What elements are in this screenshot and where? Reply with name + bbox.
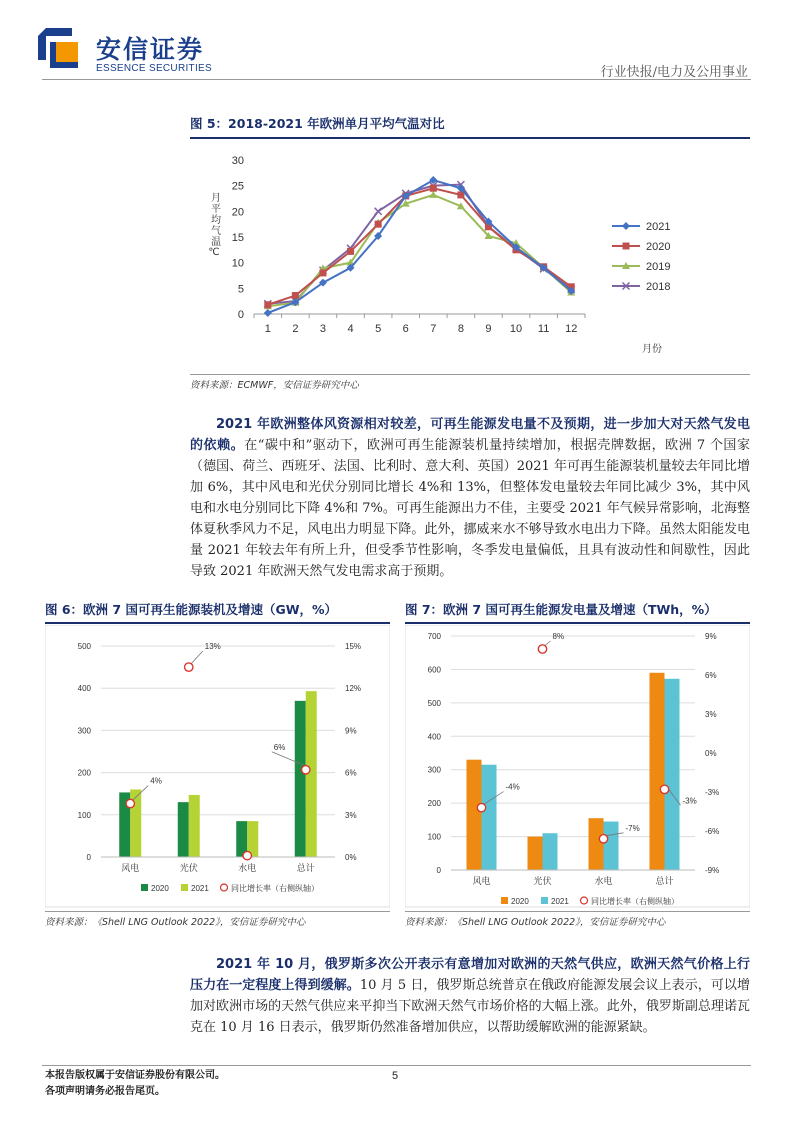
y-tick-label: 20 <box>231 206 244 219</box>
figure5-source: 资料来源：ECMWF，安信证券研究中心 <box>190 380 359 391</box>
paragraph1-lead: 2021 年欧洲整体风资源相对较差，可再生能源发电量不及预期，进一步加大对天然气发电的依赖。 <box>190 417 750 453</box>
x-tick-label: 1 <box>264 323 271 335</box>
x-tick-label: 12 <box>565 323 578 335</box>
legend-label-2020: 2020 <box>511 897 529 906</box>
data-point-2020 <box>430 185 437 192</box>
x-tick-label: 总计 <box>655 876 674 886</box>
growth-label-水电: -7% <box>625 823 640 833</box>
footer-notice: 各项声明请务必报告尾页。 <box>45 1086 165 1097</box>
legend-marker-2020 <box>623 243 630 250</box>
y-tick-label: 400 <box>427 732 441 742</box>
x-tick-label: 10 <box>509 323 523 335</box>
data-point-2020 <box>347 248 354 255</box>
figure7-title: 图 7：欧洲 7 国可再生能源发电量及增速（TWh，%） <box>405 602 717 617</box>
figure5-line-chart <box>190 140 750 372</box>
header-divider <box>42 79 751 80</box>
paragraph-russia-supply <box>190 954 750 1038</box>
legend-label-2019: 2019 <box>646 261 671 273</box>
legend-growth-label: 同比增长率（右侧纵轴） <box>591 897 679 906</box>
data-point-2020 <box>319 269 326 276</box>
legend-growth-label: 同比增长率（右侧纵轴） <box>231 884 319 893</box>
figure7-title-rule <box>405 622 750 624</box>
bar-2020-总计 <box>295 701 306 857</box>
report-category: 行业快报/电力及公用事业 <box>600 65 748 80</box>
x-axis-label: 月份 <box>642 344 662 355</box>
y2-tick-label: 9% <box>705 632 717 641</box>
y-tick-label: 100 <box>427 832 441 842</box>
x-tick-label: 3 <box>319 323 327 335</box>
y-tick-label: 30 <box>231 155 244 167</box>
x-tick-label: 9 <box>485 323 492 335</box>
bar-2020-水电 <box>589 818 604 870</box>
brand-name-cn: 安信证券 <box>96 35 205 64</box>
y-tick-label: 0 <box>237 309 244 321</box>
legend-swatch-2020 <box>501 897 508 904</box>
legend-swatch-2021 <box>541 897 548 904</box>
legend-growth-marker <box>581 897 588 904</box>
bar-2021-风电 <box>482 765 497 870</box>
x-tick-label: 8 <box>457 323 464 335</box>
footer-divider <box>42 1065 751 1066</box>
growth-label-光伏: 13% <box>204 642 221 652</box>
y2-tick-label: -6% <box>705 827 720 836</box>
growth-label-总计: 6% <box>273 742 286 752</box>
paragraph2-body: 10 月 5 日，俄罗斯总统普京在俄政府能源发展会议上表示，可以增加对欧洲市场的天然气供应来平抑当下欧洲天然气市场价格的大幅上涨。此外，俄罗斯副总理诺瓦克在 10 月 16 日表示，俄罗斯仍然准备增加供应，以帮助缓解欧洲的能源紧缺。 <box>190 978 750 1035</box>
growth-point-水电 <box>243 851 251 859</box>
brand-logo-icon <box>38 28 78 68</box>
growth-point-风电 <box>126 799 134 807</box>
figure5-title: 图 5：2018-2021 年欧洲单月平均气温对比 <box>190 116 445 131</box>
growth-point-总计 <box>302 766 310 774</box>
y-tick-label: 0 <box>436 866 441 875</box>
y-tick-label: 0 <box>86 853 91 862</box>
figure6-title: 图 6：欧洲 7 国可再生能源装机及增速（GW，%） <box>45 602 338 617</box>
growth-label-风电: 4% <box>150 776 162 786</box>
footer-copyright: 本报告版权属于安信证券股份有限公司。 <box>45 1070 225 1081</box>
y2-tick-label: 3% <box>345 810 357 820</box>
growth-label-总计: -3% <box>682 796 697 806</box>
paragraph-wind-resources <box>190 414 750 582</box>
growth-point-风电 <box>477 803 485 811</box>
bar-2020-风电 <box>467 760 482 870</box>
x-tick-label: 5 <box>375 323 382 335</box>
figure6-source-rule <box>45 911 390 912</box>
x-tick-label: 光伏 <box>179 863 198 873</box>
y-tick-label: 500 <box>427 698 441 708</box>
growth-point-光伏 <box>538 645 546 653</box>
figure5-source-rule <box>190 374 750 375</box>
y-tick-label: 200 <box>77 768 91 778</box>
figure6-combo-chart <box>45 625 390 910</box>
y-tick-label: 200 <box>427 799 441 809</box>
legend-label-2020: 2020 <box>646 241 671 253</box>
bar-2021-光伏 <box>189 795 200 857</box>
growth-point-水电 <box>599 835 607 843</box>
bar-2021-水电 <box>604 822 619 870</box>
growth-point-光伏 <box>185 663 193 671</box>
brand-name-en: ESSENCE SECURITIES <box>96 63 212 74</box>
x-tick-label: 风电 <box>472 876 491 886</box>
data-point-2020 <box>264 301 271 308</box>
growth-point-总计 <box>660 785 668 793</box>
y-tick-label: 400 <box>77 684 91 694</box>
figure7-combo-chart <box>405 625 750 910</box>
x-tick-label: 风电 <box>121 863 140 873</box>
figure5-title-rule <box>190 137 750 139</box>
figure6-title-rule <box>45 622 390 624</box>
y2-tick-label: 6% <box>705 671 717 680</box>
y-tick-label: 15 <box>231 232 244 244</box>
y2-tick-label: 6% <box>345 768 357 778</box>
y2-tick-label: 9% <box>345 726 357 736</box>
x-tick-label: 光伏 <box>533 876 552 886</box>
legend-label-2021: 2021 <box>191 884 209 893</box>
growth-label-风电: -4% <box>505 782 520 792</box>
bar-2021-光伏 <box>543 833 558 870</box>
series-line-2020 <box>268 188 571 305</box>
x-tick-label: 6 <box>402 323 409 335</box>
y2-tick-label: -9% <box>705 866 720 875</box>
x-tick-label: 总计 <box>296 863 315 873</box>
y-tick-label: 100 <box>77 810 91 820</box>
y2-tick-label: 3% <box>705 710 717 719</box>
legend-swatch-2021 <box>181 884 188 891</box>
bar-2020-总计 <box>650 673 665 870</box>
x-tick-label: 水电 <box>594 876 613 886</box>
legend-label-2018: 2018 <box>646 281 671 293</box>
y-tick-label: 10 <box>231 257 244 270</box>
y-tick-label: 5 <box>237 283 244 296</box>
legend-label-2021: 2021 <box>551 897 569 906</box>
y2-tick-label: -3% <box>705 788 720 797</box>
legend-swatch-2020 <box>141 884 148 891</box>
chart-frame <box>45 625 390 907</box>
x-tick-label: 4 <box>347 323 354 335</box>
legend-growth-marker <box>221 884 228 891</box>
paragraph2-lead: 2021 年 10 月，俄罗斯多次公开表示有意增加对欧洲的天然气供应，欧洲天然气价格上行压力在一定程度上得到缓解。 <box>190 957 750 993</box>
y2-tick-label: 0% <box>705 749 717 758</box>
data-point-2021 <box>264 309 272 317</box>
bar-2020-光伏 <box>528 837 543 870</box>
legend-label-2020: 2020 <box>151 884 169 893</box>
y-tick-label: 500 <box>77 642 91 651</box>
legend-marker-2021 <box>622 222 630 230</box>
y-tick-label: 25 <box>231 180 244 193</box>
page-number: 5 <box>392 1070 399 1082</box>
figure7-source-rule <box>405 911 750 912</box>
figure6-source: 资料来源：《Shell LNG Outlook 2022》，安信证券研究中心 <box>45 917 306 928</box>
y-tick-label: 300 <box>427 765 441 775</box>
y2-tick-label: 12% <box>345 684 362 694</box>
chart-frame <box>405 625 750 907</box>
brand-logo <box>38 28 228 76</box>
data-point-2020 <box>292 292 299 299</box>
y-tick-label: 700 <box>427 632 441 641</box>
y2-tick-label: 15% <box>345 642 362 651</box>
growth-label-光伏: 8% <box>552 632 565 641</box>
series-line-2018 <box>268 185 571 304</box>
figure7-source: 资料来源：《Shell LNG Outlook 2022》，安信证券研究中心 <box>405 917 666 928</box>
y2-tick-label: 0% <box>345 853 357 862</box>
data-point-2019 <box>429 191 437 198</box>
y-tick-label: 600 <box>427 665 441 675</box>
x-tick-label: 11 <box>537 323 550 335</box>
paragraph1-body: 在“碳中和”驱动下，欧洲可再生能源装机量持续增加，根据壳牌数据，欧洲 7 个国家（德国、荷兰、西班牙、法国、比利时、意大利、英国）2021 年可再生能源装机量较去年同比增加 6%，其中风电和光伏分别同比增长 4%和 13%，但整体发电量较去年同比减少 3%，其中风电和水电分别同比下降 4%和 7%。可再生能源出力不佳，主要受 2021 年气候异常影响，北海整体夏秋季风力不足，风电出力明显下降。此外，挪威来水不够导致水电出力下降。虽然太阳能发电量 2021 年较去年有所上升，但受季节性影响，冬季发电量偏低，且具有波动性和间歇性，因此导致 2021 年欧洲天然气发电需求高于预期。 <box>190 438 750 579</box>
y-axis-label: 月平均气温℃ <box>208 192 220 259</box>
footer-disclaimer <box>45 1068 225 1100</box>
bar-2021-总计 <box>665 679 680 870</box>
bar-2020-光伏 <box>178 802 189 857</box>
x-tick-label: 水电 <box>238 863 257 873</box>
legend-label-2021: 2021 <box>646 221 671 233</box>
data-point-2020 <box>375 221 382 228</box>
y-tick-label: 300 <box>77 726 91 736</box>
x-tick-label: 2 <box>292 323 299 335</box>
x-tick-label: 7 <box>430 323 437 335</box>
